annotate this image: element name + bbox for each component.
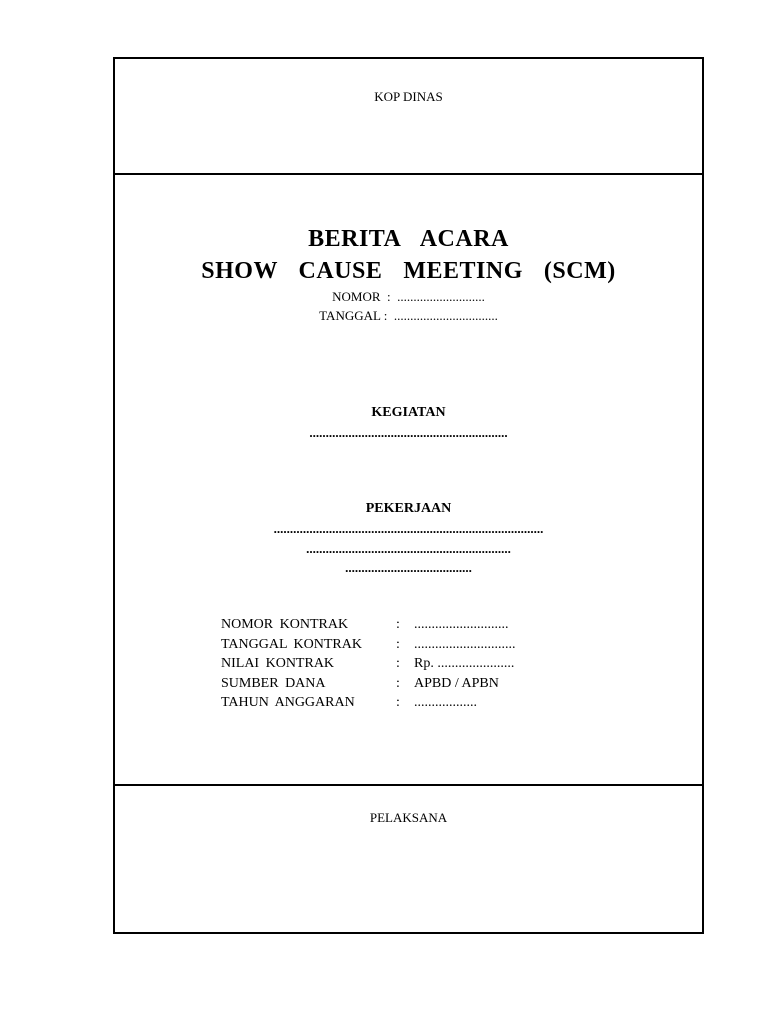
- pelaksana-label: PELAKSANA: [369, 810, 448, 825]
- pekerjaan-line-3: .......................................: [345, 560, 472, 575]
- kontrak-key: TAHUN ANGGARAN: [221, 695, 355, 710]
- kontrak-row-nilai: [221, 656, 516, 676]
- kontrak-key: NILAI KONTRAK: [221, 656, 335, 671]
- header-divider: [115, 173, 702, 175]
- kontrak-colon: :: [396, 636, 400, 652]
- pekerjaan-label: PEKERJAAN: [365, 501, 452, 516]
- title-berita-acara: BERITA ACARA: [308, 226, 509, 252]
- kontrak-colon: :: [396, 656, 400, 671]
- kontrak-row-nomor: [221, 617, 516, 637]
- footer-divider: [115, 784, 702, 786]
- kontrak-value: ...........................: [414, 617, 509, 632]
- pekerjaan-line-1: ...................................................................................: [273, 521, 544, 536]
- kontrak-key: NOMOR KONTRAK: [221, 617, 349, 632]
- kontrak-colon: :: [396, 617, 400, 632]
- kontrak-value: APBD / APBN: [414, 675, 499, 691]
- kontrak-row-tahun-anggaran: [221, 695, 516, 715]
- kontrak-value: ..................: [414, 695, 477, 710]
- kontrak-key: TANGGAL KONTRAK: [221, 636, 362, 652]
- document-frame: [113, 57, 704, 934]
- pekerjaan-line-2: ...............................................................: [306, 541, 511, 556]
- kegiatan-value: .............................................................: [309, 425, 508, 440]
- tanggal-line: TANGGAL : ................................: [319, 308, 498, 323]
- kontrak-row-tanggal: [221, 637, 516, 657]
- kop-dinas: KOP DINAS: [374, 89, 443, 104]
- title-show-cause-meeting: SHOW CAUSE MEETING (SCM): [201, 258, 616, 284]
- kontrak-key: SUMBER DANA: [221, 675, 326, 691]
- kontrak-colon: :: [396, 695, 400, 710]
- nomor-line: NOMOR : ...........................: [332, 289, 485, 304]
- kontrak-info-table: [221, 617, 516, 715]
- kegiatan-label: KEGIATAN: [371, 405, 446, 420]
- kontrak-value: Rp. ......................: [414, 656, 515, 671]
- kontrak-colon: :: [396, 675, 400, 691]
- kontrak-value: .............................: [414, 636, 516, 652]
- kontrak-row-sumber-dana: [221, 676, 516, 696]
